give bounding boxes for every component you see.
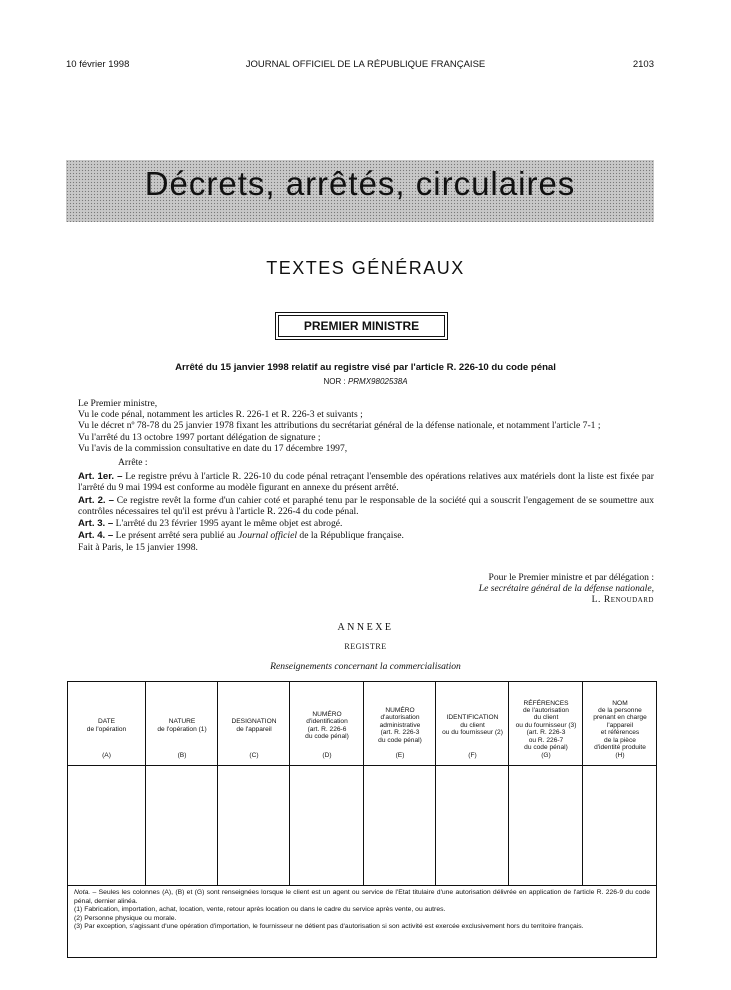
column-header: NATURE de l'opération (1) (157, 718, 207, 733)
ministry-label: PREMIER MINISTRE (278, 315, 445, 337)
nor-reference (0, 377, 731, 386)
header-date: 10 février 1998 (66, 59, 130, 70)
column-letter: (B) (177, 752, 187, 759)
nota-text: – Seules les colonnes (A), (B) et (G) sont renseignées lorsque le client est un agent ou service de l'Etat titulaire d'une autorisation délivrée en application de l'article R. 226-9 du code pénal, dernier alinéa. (74, 889, 650, 905)
vu-line: Vu le décret nº 78-78 du 25 janvier 1978 fixant les attributions du secrétariat général de la défense nationale, et notamment l'article 7-1 ; (78, 420, 601, 432)
vu-line: Vu le code pénal, notamment les articles R. 226-1 et R. 226-3 et suivants ; (78, 409, 363, 421)
header-page-number: 2103 (632, 59, 654, 70)
signature-name: L. Renoudard (591, 594, 654, 606)
registre-table (67, 681, 657, 958)
nota-paragraph (74, 889, 650, 906)
article-text: Le registre prévu à l'article R. 226-10 du code pénal retraçant l'ensemble des opérations relatives aux matériels dont la liste est fixée par l'arrêté du 9 mai 1994 est conforme au modèle figurant en annexe du présent arrêté. (78, 471, 654, 494)
column-letter: (E) (395, 752, 405, 759)
column-header: NUMÉRO d'autorisation administrative (art. R. 226-3 du code pénal) (378, 706, 422, 744)
nor-value: PRMX9802538A (347, 377, 408, 386)
arrete-body (78, 398, 654, 554)
article-label: Art. 4. – (78, 530, 114, 542)
article-label: Art. 2. – (78, 494, 114, 506)
column-header: NOM de la personne prenant en charge l'appareil et références de la pièce d'identité produite (593, 699, 647, 752)
arrete-title: Arrêté du 15 janvier 1998 relatif au registre visé par l'article R. 226-10 du code pénal (175, 362, 556, 373)
table-notes (74, 889, 650, 932)
registre-title: REGISTRE (344, 642, 387, 651)
signature-line-1: Pour le Premier ministre et par délégation : (488, 572, 654, 583)
annexe-title: ANNEXE (337, 622, 394, 633)
fait-line: Fait à Paris, le 15 janvier 1998. (78, 542, 198, 554)
nor-label: NOR : (323, 377, 346, 386)
article-2 (78, 495, 654, 517)
article-text-italic: Journal officiel (238, 530, 298, 542)
article-4 (78, 530, 654, 541)
table-header-divider (68, 765, 656, 766)
article-text: de la République française. (297, 530, 404, 542)
column-letter: (D) (322, 752, 332, 759)
column-letter: (H) (615, 752, 625, 759)
column-letter: (G) (541, 752, 551, 759)
article-text: L'arrêté du 23 février 1995 ayant le même objet est abrogé. (115, 518, 343, 530)
signature-line-2: Le secrétaire général de la défense nationale, (478, 583, 654, 595)
vu-line: Vu l'arrêté du 13 octobre 1997 portant délégation de signature ; (78, 431, 321, 443)
table-column-e (363, 682, 436, 885)
banner-title: Décrets, arrêtés, circulaires (144, 165, 576, 202)
column-header: IDENTIFICATION du client ou du fournisseur (2) (442, 714, 503, 737)
article-text: Le présent arrêté sera publié au (115, 530, 239, 542)
table-column-b (145, 682, 218, 885)
table-column-h (582, 682, 657, 885)
signature-block (380, 572, 654, 606)
column-header: NUMÉRO d'identification (art. R. 226-6 du code pénal) (305, 710, 349, 740)
table-column-c (217, 682, 290, 885)
article-label: Art. 3. – (78, 518, 114, 530)
article-label: Art. 1er. – (78, 471, 123, 483)
note-1: (1) Fabrication, importation, achat, location, vente, retour après location ou dans le cadre du service après vente, ou autres. (74, 906, 446, 914)
article-1 (78, 471, 654, 493)
intro-line: Le Premier ministre, (78, 398, 158, 409)
nota-label: Nota. (74, 889, 91, 896)
table-column-g (508, 682, 583, 885)
article-3 (78, 518, 654, 529)
arrete-word: Arrête : (118, 457, 148, 469)
column-header: RÉFÉRENCES de l'autorisation du client ou du fournisseur (3) (art. R. 226-3 ou R. 226-7 du code pénal) (515, 699, 577, 752)
header-journal-title: JOURNAL OFFICIEL DE LA RÉPUBLIQUE FRANÇAISE (245, 59, 486, 70)
article-text: Ce registre revêt la forme d'un cahier coté et paraphé tenu par le responsable de la société qui a souscrit l'engagement de se soumettre aux contrôles nécessaires tel qu'il est prévu à l'article R. 226-4 du code pénal. (78, 494, 654, 517)
column-header: DESIGNATION de l'appareil (231, 718, 277, 733)
table-body-divider (68, 885, 656, 886)
vu-line: Vu l'avis de la commission consultative en date du 17 décembre 1997, (78, 442, 348, 454)
table-column-d (289, 682, 364, 885)
section-title: TEXTES GÉNÉRAUX (266, 258, 465, 278)
note-2: (2) Personne physique ou morale. (74, 914, 177, 922)
table-column-a (68, 682, 145, 885)
note-3: (3) Par exception, s'agissant d'une opération d'importation, le fournisseur ne détient pas d'autorisation si son activité est exercée exclusivement hors du territoire français. (74, 923, 584, 931)
table-column-f (435, 682, 509, 885)
column-header: DATE de l'opération (86, 718, 127, 733)
annexe-subtitle: Renseignements concernant la commercialisation (270, 661, 461, 672)
column-letter: (A) (102, 752, 111, 759)
column-letter: (F) (468, 752, 477, 759)
column-letter: (C) (249, 752, 259, 759)
